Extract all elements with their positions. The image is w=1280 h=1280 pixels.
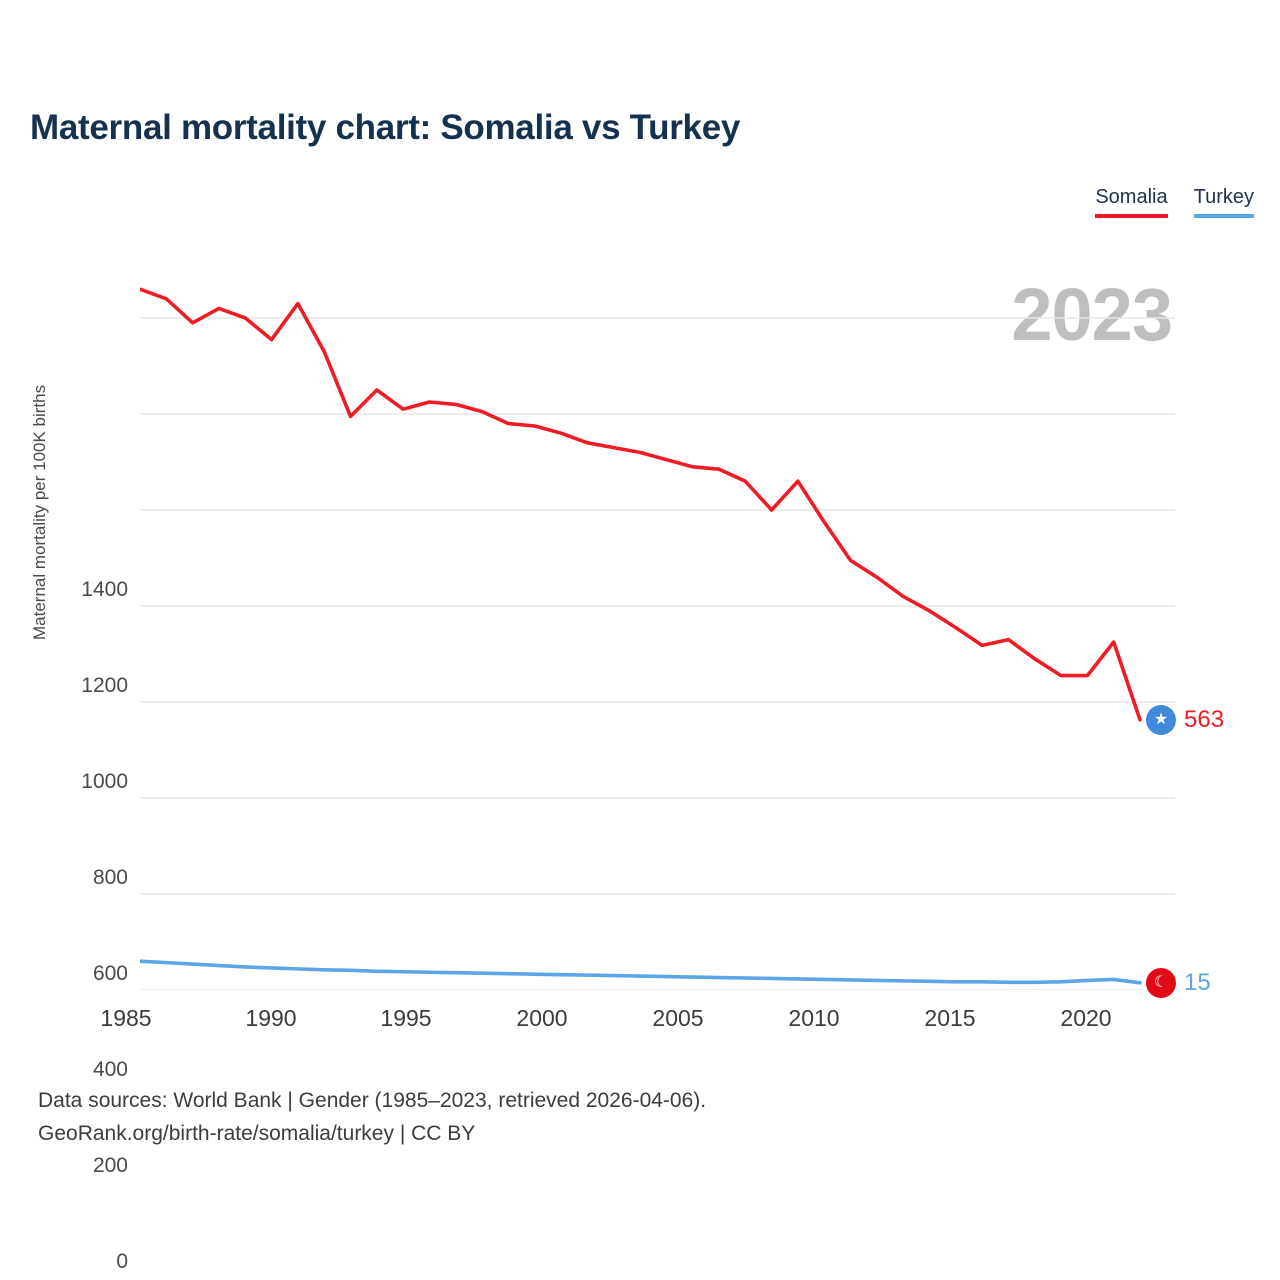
y-tick-400: 400	[92, 1058, 128, 1081]
turkey-flag-icon: ☾	[1146, 968, 1176, 998]
footer	[38, 1085, 706, 1150]
chart-legend	[1095, 186, 1254, 218]
x-tick-1990: 1990	[245, 1005, 297, 1031]
x-tick-1995: 1995	[380, 1005, 432, 1031]
x-tick-2000: 2000	[516, 1005, 568, 1031]
y-tick-1000: 1000	[81, 770, 128, 793]
gridlines	[140, 318, 1175, 990]
chart-canvas	[140, 270, 1175, 990]
y-tick-0: 0	[116, 1250, 128, 1273]
x-tick-2020: 2020	[1060, 1005, 1112, 1031]
page-title: Maternal mortality chart: Somalia vs Turkey	[30, 108, 741, 147]
year-watermark: 2023	[1011, 273, 1172, 356]
somalia-endpoint-value: 563	[1184, 705, 1225, 733]
y-tick-800: 800	[92, 866, 128, 889]
somalia-endpoint	[1146, 705, 1224, 735]
y-tick-1400: 1400	[81, 578, 128, 601]
y-tick-600: 600	[92, 962, 128, 985]
turkey-endpoint-value: 15	[1184, 968, 1211, 996]
legend-item-turkey[interactable]: Turkey	[1194, 186, 1254, 218]
y-tick-1200: 1200	[81, 674, 128, 697]
y-tick-200: 200	[92, 1154, 128, 1177]
y-axis-title: Maternal mortality per 100K births	[30, 384, 49, 640]
turkey-endpoint	[1146, 968, 1211, 998]
line-series-somalia	[140, 289, 1140, 720]
x-tick-2005: 2005	[652, 1005, 704, 1031]
x-tick-2015: 2015	[924, 1005, 976, 1031]
x-tick-2010: 2010	[788, 1005, 840, 1031]
footer-line-attribution: GeoRank.org/birth-rate/somalia/turkey | CC BY	[38, 1121, 476, 1145]
plot-area	[140, 270, 1175, 990]
x-tick-1985: 1985	[100, 1005, 152, 1031]
line-series-turkey	[140, 961, 1140, 983]
somalia-flag-icon: ★	[1146, 705, 1176, 735]
footer-line-sources: Data sources: World Bank | Gender (1985–2023, retrieved 2026-04-06).	[38, 1089, 707, 1112]
legend-item-somalia[interactable]: Somalia	[1095, 186, 1167, 218]
